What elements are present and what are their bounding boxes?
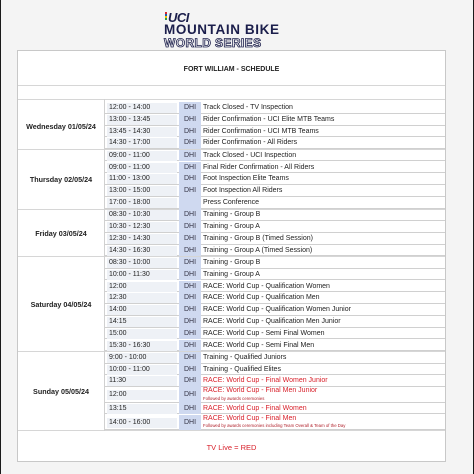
row-discipline: DHI: [179, 304, 201, 316]
header-divider: [18, 99, 445, 100]
row-event-label: RACE: World Cup - Semi Final Men: [203, 341, 315, 349]
row-time: 10:00 - 11:30: [107, 270, 177, 280]
schedule-row: [105, 114, 445, 126]
schedule-row: [105, 233, 445, 245]
row-discipline: DHI: [179, 150, 201, 162]
row-event: [203, 340, 314, 352]
row-event-label: Training - Group B: [203, 258, 261, 266]
row-event-label: Training - Group B: [203, 211, 261, 219]
row-event: [203, 173, 289, 185]
day-column-divider: [104, 99, 105, 431]
row-discipline: DHI: [179, 245, 201, 257]
row-discipline: DHI: [179, 403, 201, 415]
day-divider: [18, 430, 445, 431]
row-time: 08:30 - 10:30: [107, 210, 177, 220]
row-discipline: DHI: [179, 114, 201, 126]
row-event: [203, 403, 307, 415]
row-time: 14:30 - 17:00: [107, 138, 177, 148]
schedule-row: [105, 304, 445, 316]
row-event-label: RACE: World Cup - Qualification Women: [203, 282, 330, 290]
row-event: [203, 316, 341, 328]
schedule-row: [105, 102, 445, 114]
row-discipline: DHI: [179, 415, 201, 431]
row-event: [203, 137, 297, 149]
day-label: Wednesday 01/05/24: [26, 121, 96, 131]
row-time: 12:00: [107, 282, 177, 292]
row-event: [203, 257, 260, 269]
schedule-row: [105, 292, 445, 304]
row-event-label: Training - Qualified Elites: [203, 365, 281, 373]
row-event-label: Rider Confirmation - All Riders: [203, 139, 298, 147]
row-discipline: DHI: [179, 233, 201, 245]
row-time: 11:00 - 13:00: [107, 174, 177, 184]
row-discipline: DHI: [179, 102, 201, 114]
row-event-label: Final Rider Confirmation - All Riders: [203, 163, 315, 171]
row-time: 10:00 - 11:00: [107, 365, 177, 375]
row-event: [203, 387, 317, 399]
row-time: 17:00 - 18:00: [107, 198, 177, 208]
row-time: 11:30: [107, 376, 177, 386]
row-event-label: Track Closed - UCI Inspection: [203, 151, 297, 159]
logo-line-2: WORLD SERIES: [164, 36, 262, 50]
row-event-label: RACE: World Cup - Final Men Junior: [203, 387, 318, 395]
row-discipline: DHI: [179, 221, 201, 233]
row-discipline: DHI: [179, 162, 201, 174]
title-divider: [18, 85, 445, 86]
day-label: Saturday 04/05/24: [30, 300, 92, 310]
schedule-row: [105, 245, 445, 257]
row-time: 9:00 - 10:00: [107, 353, 177, 363]
row-discipline: DHI: [179, 269, 201, 281]
schedule-row: [105, 150, 445, 162]
row-event-label: Rider Confirmation - UCI Elite MTB Teams: [203, 115, 335, 123]
uci-mtb-world-series-logo: [164, 8, 324, 48]
row-event-label: Training - Group A: [203, 223, 260, 230]
schedule-row: [105, 137, 445, 149]
schedule-row: [105, 197, 445, 209]
row-discipline: DHI: [179, 364, 201, 376]
schedule-row: [105, 328, 445, 340]
row-event-label: Foot Inspection Elite Teams: [203, 175, 289, 183]
row-event: [203, 221, 260, 233]
row-discipline: DHI: [179, 173, 201, 185]
row-event-label: Foot Inspection All Riders: [203, 187, 283, 195]
row-discipline: DHI: [179, 352, 201, 364]
row-event-label: Training - Group A: [203, 270, 260, 278]
row-discipline: DHI: [179, 185, 201, 197]
row-time: 12:00: [107, 390, 177, 400]
schedule-row: [105, 352, 445, 364]
row-event: [203, 245, 312, 257]
row-discipline: DHI: [179, 292, 201, 304]
row-event: [203, 209, 260, 221]
row-discipline: DHI: [179, 281, 201, 293]
row-event: [203, 126, 319, 138]
schedule-title: FORT WILLIAM - SCHEDULE: [183, 66, 280, 73]
row-event-label: RACE: World Cup - Final Women Junior: [203, 377, 328, 385]
schedule-row: [105, 257, 445, 269]
row-event: [203, 304, 351, 316]
row-time: 09:00 - 11:00: [107, 151, 177, 161]
row-discipline: DHI: [179, 209, 201, 221]
row-event-label: RACE: World Cup - Final Men: [203, 414, 297, 422]
schedule-row: [105, 403, 445, 415]
row-time: 13:15: [107, 404, 177, 414]
row-time: 14:00: [107, 305, 177, 315]
row-discipline: DHI: [179, 257, 201, 269]
row-time: 14:00 - 16:00: [107, 418, 177, 428]
row-discipline: DHI: [179, 316, 201, 328]
schedule-row: [105, 340, 445, 352]
row-time: 08:30 - 10:00: [107, 258, 177, 268]
row-discipline: DHI: [179, 340, 201, 352]
schedule-paper: [1, 0, 473, 474]
row-time: 14:30 - 16:30: [107, 246, 177, 256]
day-label: Thursday 02/05/24: [29, 175, 93, 185]
row-discipline: DHI: [179, 387, 201, 403]
tv-live-legend: TV Live = RED: [206, 443, 257, 452]
row-event: [203, 150, 296, 162]
uci-rainbow-stripe-icon: [165, 12, 167, 20]
day-label: Friday 03/05/24: [35, 228, 87, 238]
row-event: [203, 352, 286, 364]
row-event: [203, 375, 328, 387]
row-time: 12:30 - 14:30: [107, 234, 177, 244]
schedule-row: [105, 221, 445, 233]
row-discipline: [179, 197, 201, 209]
row-time: 12:30: [107, 293, 177, 303]
row-event: [203, 415, 345, 427]
schedule-row: [105, 269, 445, 281]
row-time: 14:15: [107, 317, 177, 327]
row-event: [203, 162, 314, 174]
row-time: 13:00 - 15:00: [107, 186, 177, 196]
row-time: 15:00: [107, 329, 177, 339]
row-discipline: DHI: [179, 328, 201, 340]
row-event-label: Press Conference: [203, 198, 260, 206]
schedule-row: [105, 185, 445, 197]
row-event-label: Track Closed - TV Inspection: [203, 104, 293, 111]
row-discipline: DHI: [179, 126, 201, 138]
row-event-label: Training - Group B (Timed Session): [203, 234, 313, 242]
row-event: [203, 233, 313, 245]
row-event-note: Followed by awards ceremonies: [203, 395, 265, 401]
logo-uci: UCI: [168, 10, 189, 25]
row-event-label: RACE: World Cup - Semi Final Women: [203, 329, 325, 337]
row-event: [203, 269, 260, 281]
row-event-label: RACE: World Cup - Final Women: [203, 404, 307, 412]
row-event-label: RACE: World Cup - Qualification Men Junior: [203, 317, 341, 325]
row-event: [203, 185, 282, 197]
row-event-label: Training - Group A (Timed Session): [203, 246, 313, 254]
schedule-row: [105, 281, 445, 293]
row-time: 13:45 - 14:30: [107, 127, 177, 137]
row-event: [203, 281, 330, 293]
row-event-note: Followed by awards ceremonies including Team Overall & Team of the Day: [203, 423, 346, 428]
schedule-row: [105, 387, 445, 403]
row-event: [203, 364, 281, 376]
row-event-label: Rider Confirmation - UCI MTB Teams: [203, 127, 319, 135]
row-discipline: DHI: [179, 375, 201, 387]
row-event: [203, 328, 325, 340]
row-event-label: RACE: World Cup - Qualification Men: [203, 294, 320, 302]
row-discipline: DHI: [179, 137, 201, 149]
schedule-row: [105, 173, 445, 185]
schedule-row: [105, 375, 445, 387]
row-time: 09:00 - 11:00: [107, 163, 177, 173]
row-event: [203, 197, 259, 209]
schedule-row: [105, 126, 445, 138]
row-time: 12:00 - 14:00: [107, 103, 177, 113]
row-time: 15:30 - 16:30: [107, 341, 177, 351]
day-label: Sunday 05/05/24: [33, 386, 89, 396]
schedule-row: [105, 415, 445, 431]
row-time: 13:00 - 13:45: [107, 115, 177, 125]
schedule-row: [105, 316, 445, 328]
schedule-row: [105, 364, 445, 376]
schedule-table: [17, 50, 446, 462]
row-event-label: Training - Qualified Juniors: [203, 353, 287, 361]
row-event: [203, 102, 293, 114]
row-event: [203, 292, 320, 304]
row-event: [203, 114, 334, 126]
schedule-row: [105, 162, 445, 174]
logo-line-1: MOUNTAIN BIKE: [164, 22, 280, 37]
row-event-label: RACE: World Cup - Qualification Women Junior: [203, 306, 351, 314]
row-time: 10:30 - 12:30: [107, 222, 177, 232]
schedule-row: [105, 209, 445, 221]
